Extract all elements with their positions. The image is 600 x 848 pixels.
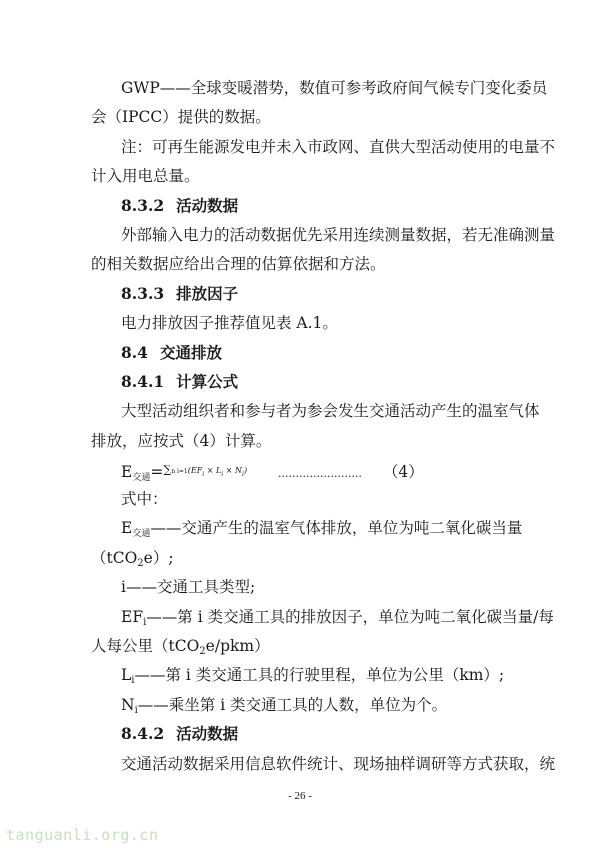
- section-number: 8.3.2: [121, 196, 165, 215]
- section-heading-8-4: [121, 343, 516, 363]
- paragraph-8-3-2-line-1: 外部输入电力的活动数据优先采用连续测量数据，若无准确测量: [121, 226, 556, 244]
- gwp-definition-line-2: 会（IPCC）提供的数据。: [91, 108, 271, 126]
- definition-ef: $EF_i——$第 i 类交通工具的排放因子，单位为吨二氧化碳当量/每: [121, 608, 554, 628]
- note-line-2: 计入用电总量。: [91, 167, 200, 185]
- definition-l: $L_i——$第 i 类交通工具的行驶里程，单位为公里（km）;: [121, 666, 505, 686]
- definition-n: $N_i——$乘坐第 i 类交通工具的人数，单位为个。: [121, 696, 448, 716]
- definition-e-traffic: $E_{交通}——$交通产生的温室气体排放，单位为吨二氧化碳当量: [121, 519, 523, 539]
- section-number: 8.4: [121, 343, 148, 362]
- section-heading-8-3-3: [121, 284, 516, 304]
- section-heading-8-4-2: [121, 724, 516, 744]
- formula-number: （4）: [382, 463, 424, 481]
- page-number: - 26 -: [288, 790, 312, 802]
- section-title: 交通排放: [159, 343, 222, 362]
- paragraph-8-4-2-line-1: 交通活动数据采用信息软件统计、现场抽样调研等方式获取，统: [121, 755, 556, 773]
- section-heading-8-4-1: [121, 372, 516, 392]
- note-line-1: 注：可再生能源发电并未入市政网、直供大型活动使用的电量不: [121, 138, 556, 156]
- where-label: 式中：: [121, 490, 168, 508]
- formula-lhs: E: [121, 463, 133, 481]
- formula-lhs-subscript: 交通: [132, 473, 151, 483]
- formula-4: [121, 460, 516, 488]
- section-number: 8.3.3: [121, 284, 165, 303]
- formula-body: (EFi × Li × Ni): [187, 466, 248, 478]
- section-title: 活动数据: [176, 196, 239, 215]
- section-title: 排放因子: [176, 284, 239, 303]
- section-number: 8.4.1: [121, 372, 165, 391]
- formula-leader-dots: ........................: [278, 467, 362, 480]
- section-title: 计算公式: [176, 372, 239, 391]
- watermark-text: tanguanli.org.cn: [6, 826, 159, 844]
- definition-ef-unit: 人每公里（tCO$_2$e/pkm）: [91, 637, 270, 657]
- paragraph-8-4-1-line-2: 排放，应按式（4）计算。: [91, 432, 272, 450]
- summation-limits: n i=1: [171, 468, 188, 475]
- formula-equals: =: [150, 463, 164, 481]
- paragraph-8-4-1-line-1: 大型活动组织者和参与者为参会发生交通活动产生的温室气体: [121, 402, 540, 420]
- summation-symbol: ∑: [163, 463, 172, 476]
- section-title: 活动数据: [176, 724, 239, 743]
- definition-e-traffic-unit: （tCO$_2$e）;: [91, 549, 174, 569]
- gwp-definition-line-1: GWP——全球变暖潜势，数值可参考政府间气候专门变化委员: [121, 79, 548, 97]
- paragraph-8-3-2-line-2: 的相关数据应给出合理的估算依据和方法。: [91, 255, 386, 273]
- definition-i: i——交通工具类型;: [121, 578, 256, 596]
- section-heading-8-3-2: [121, 196, 516, 216]
- section-number: 8.4.2: [121, 724, 165, 743]
- paragraph-8-3-3: 电力排放因子推荐值见表 A.1。: [121, 314, 338, 332]
